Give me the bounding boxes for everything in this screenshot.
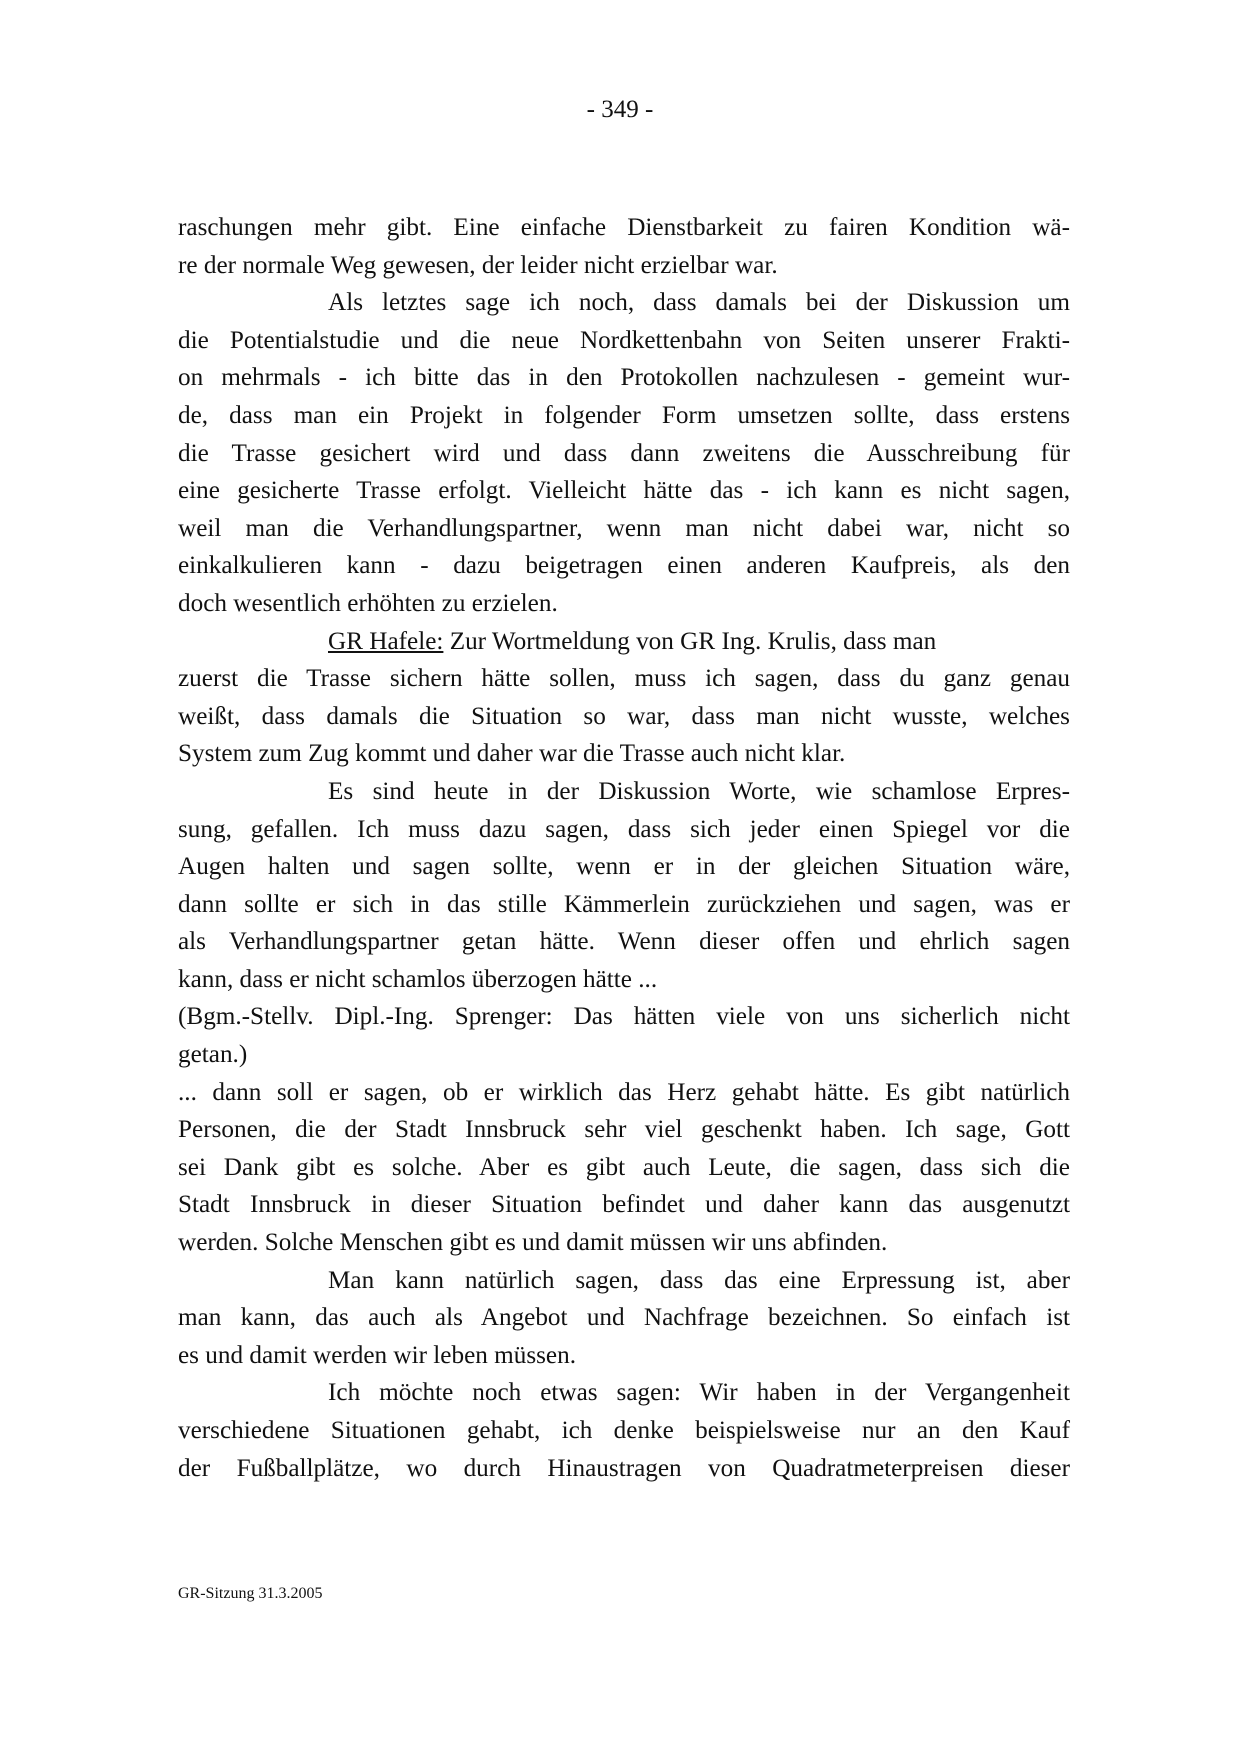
text-line: doch wesentlich erhöhten zu erzielen.	[178, 589, 558, 617]
speaker-line	[178, 623, 1070, 661]
text-line: zuerst die Trasse sichern hätte sollen, muss ich sagen, dass du ganz genau	[178, 665, 1070, 693]
speaker-statement: Zur Wortmeldung von GR Ing. Krulis, dass man	[443, 627, 937, 655]
interjection-line: getan.)	[178, 1041, 248, 1069]
text-line: eine gesicherte Trasse erfolgt. Vielleicht hätte das - ich kann es nicht sagen,	[178, 477, 1070, 505]
text-line: on mehrmals - ich bitte das in den Protokollen nachzulesen - gemeint wur-	[178, 364, 1070, 392]
paragraph-start-line: Es sind heute in der Diskussion Worte, wie schamlose Erpres-	[328, 777, 1070, 805]
text-line: weißt, dass damals die Situation so war, dass man nicht wusste, welches	[178, 702, 1070, 730]
text-line: man kann, das auch als Angebot und Nachfrage bezeichnen. So einfach ist	[178, 1304, 1070, 1332]
paragraph-start-line: Ich möchte noch etwas sagen: Wir haben in der Vergangenheit	[328, 1379, 1070, 1407]
page-number: - 349 -	[586, 96, 654, 123]
text-line: re der normale Weg gewesen, der leider nicht erzielbar war.	[178, 251, 778, 279]
text-line: de, dass man ein Projekt in folgender Form umsetzen sollte, dass erstens	[178, 401, 1070, 429]
text-line: weil man die Verhandlungspartner, wenn man nicht dabei war, nicht so	[178, 514, 1070, 542]
speaker-name: GR Hafele:	[328, 627, 444, 655]
paragraph-start-line: Als letztes sage ich noch, dass damals bei der Diskussion um	[328, 289, 1070, 317]
text-line: es und damit werden wir leben müssen.	[178, 1341, 577, 1369]
text-line: als Verhandlungspartner getan hätte. Wenn dieser offen und ehrlich sagen	[178, 928, 1070, 956]
text-line: verschiedene Situationen gehabt, ich denke beispielsweise nur an den Kauf	[178, 1417, 1070, 1444]
text-line: Stadt Innsbruck in dieser Situation befindet und daher kann das ausgenutzt	[178, 1191, 1070, 1219]
text-line: System zum Zug kommt und daher war die Trasse auch nicht klar.	[178, 740, 846, 768]
text-line: Augen halten und sagen sollte, wenn er in der gleichen Situation wäre,	[178, 853, 1070, 881]
paragraph-start-line: Man kann natürlich sagen, dass das eine Erpressung ist, aber	[328, 1266, 1070, 1294]
text-line: werden. Solche Menschen gibt es und damit müssen wir uns abfinden.	[178, 1229, 888, 1257]
text-line: die Trasse gesichert wird und dass dann zweitens die Ausschreibung für	[178, 439, 1070, 467]
text-line: sung, gefallen. Ich muss dazu sagen, dass sich jeder einen Spiegel vor die	[178, 815, 1070, 843]
text-line: sei Dank gibt es solche. Aber es gibt auch Leute, die sagen, dass sich die	[178, 1153, 1070, 1181]
text-line: der Fußballplätze, wo durch Hinaustragen von Quadratmeterpreisen dieser	[178, 1454, 1070, 1482]
interjection-line: (Bgm.-Stellv. Dipl.-Ing. Sprenger: Das hätten viele von uns sicherlich nicht	[178, 1003, 1070, 1031]
text-line: raschungen mehr gibt. Eine einfache Dienstbarkeit zu fairen Kondition wä-	[178, 214, 1070, 241]
text-line: Personen, die der Stadt Innsbruck sehr viel geschenkt haben. Ich sage, Gott	[178, 1116, 1070, 1144]
protocol-body	[178, 209, 1070, 1487]
text-line: dann sollte er sich in das stille Kämmerlein zurückziehen und sagen, was er	[178, 890, 1070, 918]
page-footer: GR-Sitzung 31.3.2005	[178, 1585, 323, 1602]
text-line: ... dann soll er sagen, ob er wirklich das Herz gehabt hätte. Es gibt natürlich	[178, 1078, 1070, 1106]
text-line: kann, dass er nicht schamlos überzogen hätte ...	[178, 965, 658, 993]
text-line: die Potentialstudie und die neue Nordkettenbahn von Seiten unserer Frakti-	[178, 326, 1070, 354]
text-line: einkalkulieren kann - dazu beigetragen einen anderen Kaufpreis, als den	[178, 552, 1070, 580]
